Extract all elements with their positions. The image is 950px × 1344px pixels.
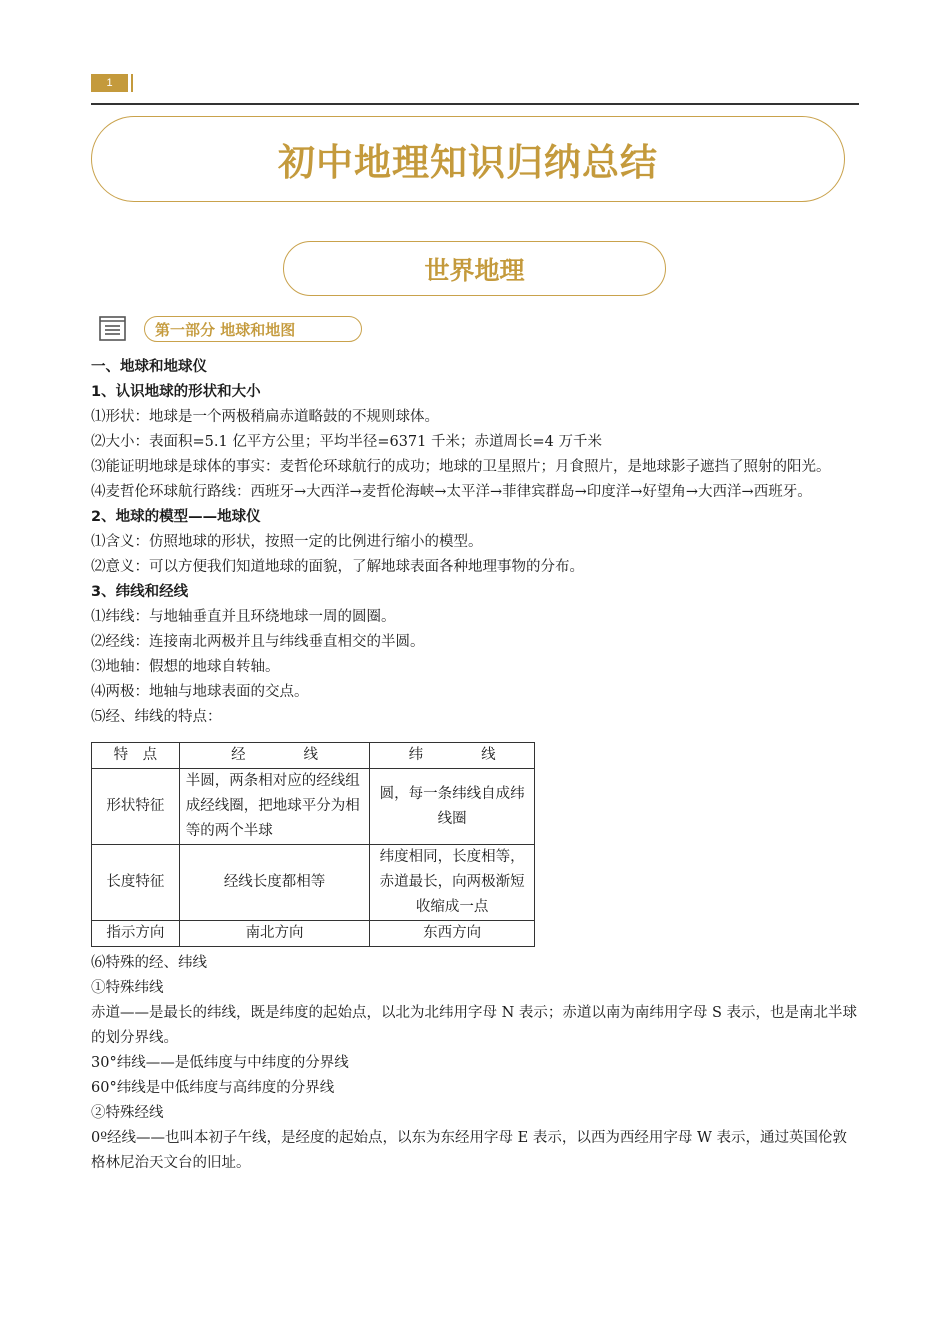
table-cell: 形状特征 bbox=[92, 769, 180, 845]
table-header-row bbox=[92, 743, 535, 769]
subsection-heading: 1、认识地球的形状和大小 bbox=[91, 384, 261, 400]
paragraph: ⑴形状：地球是一个两极稍扁赤道略鼓的不规则球体。 bbox=[91, 409, 439, 425]
paragraph: 60°纬线是中低纬度与高纬度的分界线 bbox=[91, 1080, 335, 1096]
paragraph: ⑴纬线：与地轴垂直并且环绕地球一周的圆圈。 bbox=[91, 609, 396, 625]
paragraph: ⑵大小：表面积=5.1 亿平方公里；平均半径=6371 千米；赤道周长=4 万千米 bbox=[91, 434, 602, 450]
table-cell: 东西方向 bbox=[370, 921, 535, 947]
paragraph: ⑶能证明地球是球体的事实：麦哲伦环球航行的成功；地球的卫星照片；月食照片，是地球影子遮挡了照射的阳光。 bbox=[91, 459, 831, 475]
paragraph: ⑵意义：可以方便我们知道地球的面貌，了解地球表面各种地理事物的分布。 bbox=[91, 559, 584, 575]
page-number-tick bbox=[131, 74, 133, 92]
table-cell: 长度特征 bbox=[92, 845, 180, 921]
document-body bbox=[91, 355, 861, 1176]
main-title-frame bbox=[91, 116, 845, 202]
table-header-cell: 纬 线 bbox=[370, 743, 535, 769]
table-cell: 半圆，两条相对应的经线组成经线圈，把地球平分为相等的两个半球 bbox=[179, 769, 370, 845]
table-row bbox=[92, 921, 535, 947]
main-title: 初中地理知识归纳总结 bbox=[278, 141, 658, 184]
paragraph: ⑵经线：连接南北两极并且与纬线垂直相交的半圆。 bbox=[91, 634, 425, 650]
list-icon bbox=[99, 315, 126, 342]
section-heading: 一、地球和地球仪 bbox=[91, 359, 207, 375]
paragraph: 0º经线——也叫本初子午线，是经度的起始点，以东为东经用字母 E 表示，以西为西经用字母 W 表示，通过英国伦敦格林尼治天文台的旧址。 bbox=[91, 1130, 847, 1171]
paragraph: ⑸经、纬线的特点： bbox=[91, 709, 222, 725]
subsection-heading: 3、纬线和经线 bbox=[91, 584, 189, 600]
paragraph: ⑶地轴：假想的地球自转轴。 bbox=[91, 659, 280, 675]
subtitle: 世界地理 bbox=[424, 255, 525, 285]
paragraph: ①特殊纬线 bbox=[91, 980, 164, 996]
paragraph: 30°纬线——是低纬度与中纬度的分界线 bbox=[91, 1055, 349, 1071]
table-row bbox=[92, 845, 535, 921]
paragraph: ⑴含义：仿照地球的形状，按照一定的比例进行缩小的模型。 bbox=[91, 534, 483, 550]
paragraph: ⑹特殊的经、纬线 bbox=[91, 955, 207, 971]
subtitle-frame bbox=[283, 241, 666, 296]
paragraph: ②特殊经线 bbox=[91, 1105, 164, 1121]
table-header-cell: 经 线 bbox=[179, 743, 370, 769]
page-number-badge: 1 bbox=[91, 74, 128, 92]
table-cell: 纬度相同，长度相等，赤道最长，向两极渐短收缩成一点 bbox=[370, 845, 535, 921]
header-rule bbox=[91, 103, 859, 105]
table-cell: 经线长度都相等 bbox=[179, 845, 370, 921]
table-header-cell: 特 点 bbox=[92, 743, 180, 769]
lines-feature-table bbox=[91, 742, 535, 947]
table-cell: 指示方向 bbox=[92, 921, 180, 947]
paragraph: 赤道——是最长的纬线，既是纬度的起始点，以北为北纬用字母 N 表示；赤道以南为南纬用字母 S 表示，也是南北半球的划分界线。 bbox=[91, 1005, 858, 1046]
table-row bbox=[92, 769, 535, 845]
part-label: 第一部分 地球和地图 bbox=[144, 316, 362, 342]
subsection-heading: 2、地球的模型——地球仪 bbox=[91, 509, 261, 525]
paragraph: ⑷两极：地轴与地球表面的交点。 bbox=[91, 684, 309, 700]
table-cell: 南北方向 bbox=[179, 921, 370, 947]
table-cell: 圆，每一条纬线自成纬线圈 bbox=[370, 769, 535, 845]
paragraph: ⑷麦哲伦环球航行路线：西班牙→大西洋→麦哲伦海峡→太平洋→菲律宾群岛→印度洋→好望角→大西洋→西班牙。 bbox=[91, 484, 812, 500]
